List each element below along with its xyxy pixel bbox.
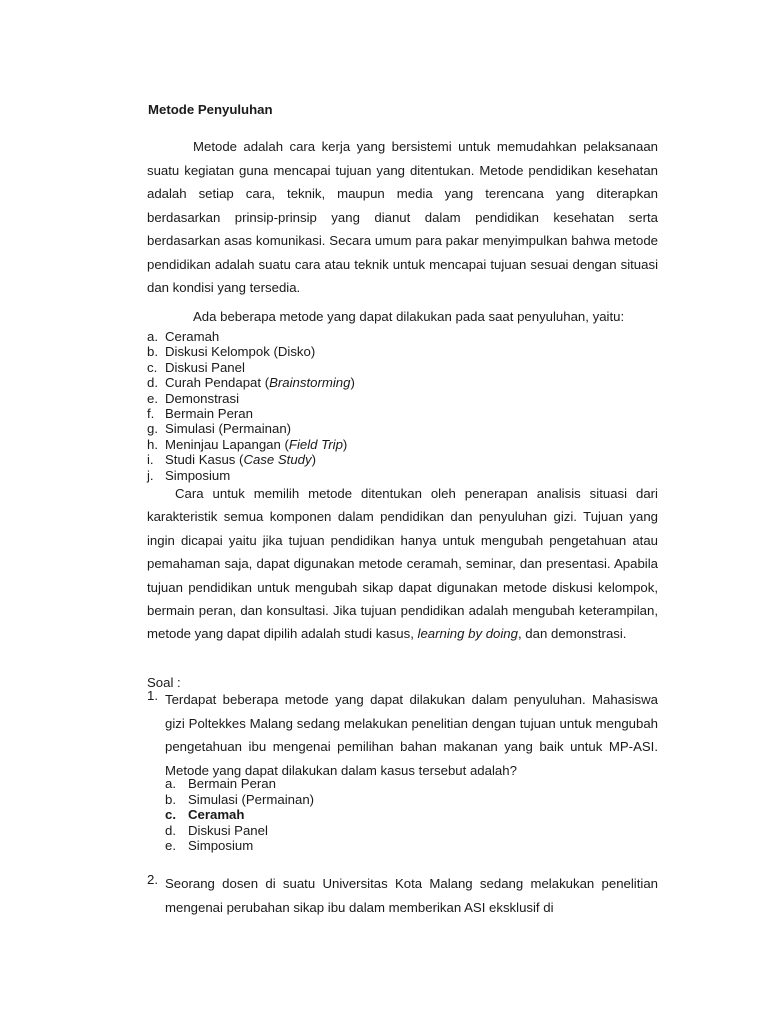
list-item: f. Bermain Peran: [147, 406, 253, 422]
list-item: b. Diskusi Kelompok (Disko): [147, 344, 316, 360]
list-item: c. Diskusi Panel: [147, 359, 245, 375]
question-number: 2.: [147, 872, 158, 887]
list-item: e. Demonstrasi: [147, 390, 240, 406]
list-item: a. Ceramah: [147, 329, 220, 344]
list-item: i. Studi Kasus (Case Study): [147, 452, 317, 468]
section-title: Metode Penyuluhan: [148, 102, 273, 117]
answer-option: d. Diskusi Panel: [165, 822, 268, 838]
paragraph-definition: Metode adalah cara kerja yang bersistemi untuk memudahkan pelaksanaan suatu kegiatan guna mencapai tujuan yang ditentukan. Metode pendidikan kesehatan adalah setiap cara, teknik, maupun media yang terencana yang diterapkan berdasarkan prinsip-prinsip yang dianut dalam pendidikan kesehatan serta berdasarkan asas komunikasi. Secara umum para pakar menyimpulkan bahwa metode pendidikan adalah suatu cara atau teknik untuk mencapai tujuan sesuai dengan situasi dan kondisi yang tersedia.: [147, 139, 658, 295]
correct-answer-option: c. Ceramah: [165, 807, 245, 823]
answer-option: e. Simposium: [165, 838, 254, 854]
question-1: [147, 688, 658, 854]
answer-option: a. Bermain Peran: [165, 776, 276, 791]
list-item: j. Simposium: [147, 467, 231, 483]
list-item: d. Curah Pendapat (Brainstorming): [147, 375, 355, 391]
answer-option: b. Simulasi (Permainan): [165, 791, 315, 807]
questions-heading: Soal :: [147, 675, 181, 690]
answer-options: [165, 776, 658, 854]
question-text: Terdapat beberapa metode yang dapat dilakukan dalam penyuluhan. Mahasiswa gizi Poltekkes Malang sedang melakukan penelitian dengan tujuan untuk mengubah pengetahuan ibu mengenai pemilihan bahan makanan yang baik untuk MP-ASI. Metode yang dapat dilakukan dalam kasus tersebut adalah?: [165, 692, 658, 778]
methods-list: [147, 329, 355, 483]
question-number: 1.: [147, 688, 158, 703]
question-2: [147, 872, 658, 919]
list-item: g. Simulasi (Permainan): [147, 421, 292, 437]
methods-intro: Ada beberapa metode yang dapat dilakukan pada saat penyuluhan, yaitu:: [193, 309, 625, 324]
paragraph-selection: Cara untuk memilih metode ditentukan oleh penerapan analisis situasi dari karakteristik semua komponen dalam pendidikan dan penyuluhan gizi. Tujuan yang ingin dicapai yaitu jika tujuan pendidikan hanya untuk mengubah pengetahuan atau pemahaman saja, dapat digunakan metode ceramah, seminar, dan presentasi. Apabila tujuan pendidikan untuk mengubah sikap dapat digunakan metode diskusi kelompok, bermain peran, dan konsultasi. Jika tujuan pendidikan adalah mengubah keterampilan, metode yang dapat dipilih adalah studi kasus, learning by doing, dan demonstrasi.: [147, 486, 658, 642]
question-text: Seorang dosen di suatu Universitas Kota Malang sedang melakukan penelitian mengenai perubahan sikap ibu dalam memberikan ASI eksklusif di: [165, 876, 658, 915]
list-item: h. Meninjau Lapangan (Field Trip): [147, 436, 348, 452]
